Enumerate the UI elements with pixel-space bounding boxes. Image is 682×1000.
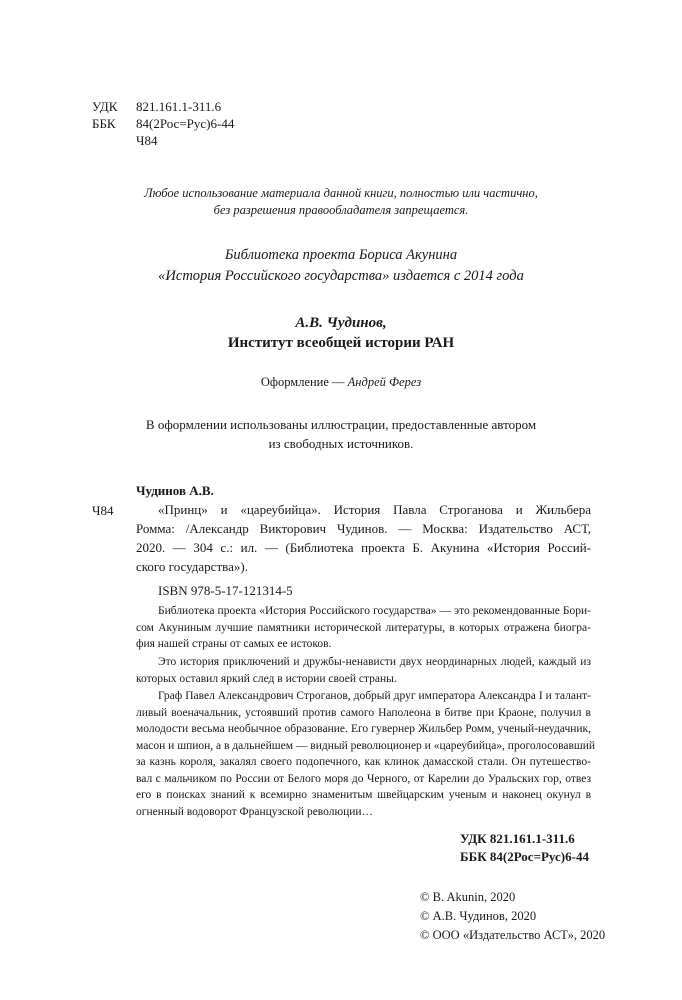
catalog-entry-line: ского государства»).: [136, 559, 248, 574]
annotation-line: за казнь короля, закалял своего подопечного, как клинок дамасской стали. Он путешество-: [136, 756, 591, 768]
catalog-entry-line: 2020. — 304 с.: ил. — (Библиотека проекта Б. Акунина «История Россий-: [136, 540, 591, 555]
annotation-line: Это история приключений и дружбы-ненависти двух неординарных людей, каждый из: [158, 656, 591, 668]
annotation-line: масон и шпион, а в дальнейшем — видный революционер и «цареубийца», проголосовавший: [136, 739, 596, 752]
catalog-heading: Чудинов А.В.: [136, 483, 214, 498]
annotation-paragraph-1: [136, 603, 591, 653]
annotation-paragraph-3: [136, 688, 596, 820]
catalog-entry-line: Ромма: /Александр Викторович Чудинов. — Москва: Издательство АСТ,: [136, 521, 591, 536]
author-name: А.В. Чудинов,: [295, 315, 387, 331]
series-info-line: Библиотека проекта Бориса Акунина: [224, 247, 458, 263]
isbn: ISBN 978-5-17-121314-5: [158, 583, 293, 598]
author-block: [0, 313, 682, 353]
bottom-udk: УДК 821.161.1-311.6: [460, 831, 575, 846]
series-info: [0, 245, 682, 287]
udk-line: [92, 98, 222, 115]
annotation-line: огненный водоворот Французской революции…: [136, 805, 374, 818]
design-label: Оформление —: [260, 375, 345, 389]
design-credit: [0, 374, 682, 391]
copyright-line: © А.В. Чудинов, 2020: [420, 909, 537, 923]
annotation-line: вал с мальчиком по России от Белого моря до Черного, от Карелии до Уральских гор, отвез: [136, 772, 591, 785]
illustrations-note: [0, 415, 682, 453]
annotation-paragraph-2: [136, 654, 591, 687]
bbk-line: [92, 115, 235, 132]
annotation-line: Библиотека проекта «История Российского государства» — это рекомендованные Бори-: [158, 605, 591, 617]
copyright-notice: [0, 185, 682, 219]
annotation-line: Граф Павел Александрович Строганов, добрый друг императора Александра I и талант-: [158, 690, 591, 702]
annotation-line: ливый военачальник, устоявший против самого Наполеона в битве при Краоне, получил в: [136, 706, 591, 719]
designer-name: Андрей Ферез: [347, 375, 422, 389]
author-institution: Институт всеобщей истории РАН: [227, 335, 455, 351]
author-mark: Ч84: [136, 133, 158, 148]
catalog-mark: Ч84: [92, 503, 114, 518]
copyrights: [420, 888, 605, 945]
annotation-line: фия нашей страны от самых ее истоков.: [136, 638, 332, 650]
udk-label: УДК: [92, 99, 118, 114]
catalog-entry: [136, 500, 591, 576]
illustrations-note-line: из свободных источников.: [268, 436, 414, 451]
udk-value: 821.161.1-311.6: [136, 99, 222, 114]
bbk-value: 84(2Рос=Рус)6-44: [136, 116, 235, 131]
copyright-notice-line: без разрешения правообладателя запрещается.: [213, 203, 469, 217]
annotation-line: которых оставил яркий след в истории своей страны.: [136, 672, 397, 685]
annotation-line: его в поисках знаний к всемирно знаменитым швейцарским ученым и наконец окунул в: [136, 789, 591, 801]
catalog-entry-line: «Принц» и «цареубийца». История Павла Строганова и Жильбера: [158, 502, 591, 517]
series-info-line: «История Российского государства» издается с 2014 года: [158, 268, 524, 284]
illustrations-note-line: В оформлении использованы иллюстрации, предоставленные автором: [145, 417, 537, 432]
bbk-label: ББК: [92, 116, 116, 131]
annotation-line: молодости весьма необычное образование. Его гувернер Жильбер Ромм, ученый-неудачник,: [136, 723, 591, 735]
annotation-line: сом Акуниным лучшие памятники исторической литературы, в которых отражена биогра-: [136, 621, 591, 634]
copyright-line: © ООО «Издательство АСТ», 2020: [420, 928, 606, 942]
bottom-codes: [460, 830, 589, 866]
bottom-bbk: ББК 84(2Рос=Рус)6-44: [460, 849, 589, 864]
copyright-notice-line: Любое использование материала данной книги, полностью или частично,: [144, 186, 538, 200]
copyright-line: © B. Akunin, 2020: [420, 890, 516, 904]
